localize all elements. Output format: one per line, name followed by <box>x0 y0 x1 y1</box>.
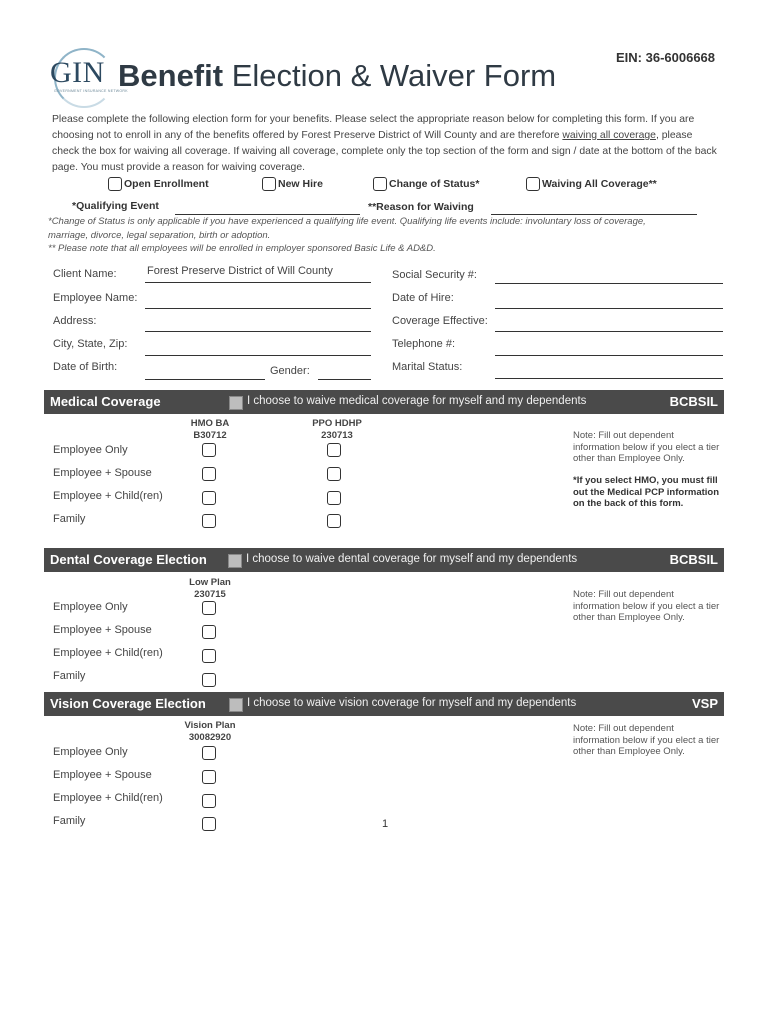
intro-paragraph <box>52 112 722 176</box>
intro-text-1: Please complete the following election form for your benefits. Please select the appropriate reason below for completing this form. If you are choosing not to enroll in any of the benefits offered by Forest Preserve District of Will County and are therefore <box>52 114 695 141</box>
telephone-field[interactable] <box>495 355 723 356</box>
client-name-value: Forest Preserve District of Will County <box>147 265 333 277</box>
plan-code: 230713 <box>321 430 353 441</box>
dob-label: Date of Birth: <box>53 361 118 373</box>
waive-dental-label: I choose to waive dental coverage for myself and my dependents <box>246 553 578 565</box>
hmo-pcp-note: *If you select HMO, you must fill out the Medical PCP information on the back of this form. <box>573 475 720 509</box>
dental-dependent-note: Note: Fill out dependent information below if you elect a tier other than Employee Only. <box>573 589 720 623</box>
section-title: Medical Coverage <box>50 394 161 409</box>
waive-vision-checkbox[interactable] <box>229 698 243 712</box>
gender-field[interactable] <box>318 379 371 380</box>
checkbox[interactable] <box>262 177 276 191</box>
tier-family: Family <box>53 670 86 682</box>
waive-dental-checkbox[interactable] <box>228 554 242 568</box>
tier-employee-children: Employee + Child(ren) <box>53 490 163 502</box>
hmo-employee-spouse-checkbox[interactable] <box>202 467 216 481</box>
ssn-label: Social Security #: <box>392 269 477 281</box>
ssn-field[interactable] <box>495 283 723 284</box>
plan-code: 230715 <box>194 589 226 600</box>
plan-name: Low Plan <box>189 577 231 588</box>
telephone-label: Telephone #: <box>392 338 455 350</box>
address-field[interactable] <box>145 331 371 332</box>
dental-section-header <box>44 548 724 572</box>
hmo-employee-only-checkbox[interactable] <box>202 443 216 457</box>
address-label: Address: <box>53 315 97 327</box>
tier-family: Family <box>53 513 86 525</box>
gender-label: Gender: <box>270 365 310 377</box>
reason-change-of-status[interactable] <box>373 177 479 191</box>
reason-new-hire[interactable] <box>262 177 323 191</box>
tier-employee-only: Employee Only <box>53 746 128 758</box>
checkbox[interactable] <box>373 177 387 191</box>
hire-date-label: Date of Hire: <box>392 292 454 304</box>
ppo-employee-spouse-checkbox[interactable] <box>327 467 341 481</box>
plan-code: B30712 <box>193 430 227 441</box>
plan-header-hmo <box>180 418 240 442</box>
dental-family-checkbox[interactable] <box>202 673 216 687</box>
plan-header-ppo <box>305 418 369 442</box>
dental-employee-only-checkbox[interactable] <box>202 601 216 615</box>
tier-family: Family <box>53 815 86 827</box>
logo-subtitle: GOVERNMENT INSURANCE NETWORK <box>54 89 128 93</box>
tier-employee-spouse: Employee + Spouse <box>53 467 152 479</box>
logo: GIN <box>50 56 105 89</box>
tier-employee-only: Employee Only <box>53 444 128 456</box>
reason-label: New Hire <box>278 178 323 190</box>
hmo-employee-children-checkbox[interactable] <box>202 491 216 505</box>
dental-employee-children-checkbox[interactable] <box>202 649 216 663</box>
checkbox[interactable] <box>108 177 122 191</box>
vision-family-checkbox[interactable] <box>202 817 216 831</box>
plan-code: 30082920 <box>188 732 232 743</box>
basic-life-note: ** Please note that all employees will be enrolled in employer sponsored Basic Life & AD&D. <box>48 243 436 254</box>
hmo-family-checkbox[interactable] <box>202 514 216 528</box>
tier-employee-spouse: Employee + Spouse <box>53 769 152 781</box>
ppo-family-checkbox[interactable] <box>327 514 341 528</box>
carrier-name: BCBSIL <box>669 552 718 567</box>
carrier-name: VSP <box>691 696 718 711</box>
reason-waiving-label: **Reason for Waiving <box>368 201 474 213</box>
vision-employee-only-checkbox[interactable] <box>202 746 216 760</box>
marital-status-label: Marital Status: <box>392 361 463 373</box>
tier-employee-only: Employee Only <box>53 601 128 613</box>
reason-label: Open Enrollment <box>124 178 209 190</box>
waive-medical-label: I choose to waive medical coverage for myself and my dependents <box>247 395 587 407</box>
city-state-zip-field[interactable] <box>145 355 371 356</box>
change-status-note-2: marriage, divorce, legal separation, birth or adoption. <box>48 230 271 241</box>
section-title: Dental Coverage Election <box>50 552 207 567</box>
plan-name: Vision Plan <box>184 720 236 731</box>
reason-label: Change of Status* <box>389 178 480 190</box>
waiving-all-coverage-link: waiving all coverage <box>562 130 656 141</box>
tier-employee-spouse: Employee + Spouse <box>53 624 152 636</box>
city-state-zip-label: City, State, Zip: <box>53 338 128 350</box>
ppo-employee-only-checkbox[interactable] <box>327 443 341 457</box>
dental-employee-spouse-checkbox[interactable] <box>202 625 216 639</box>
ppo-employee-children-checkbox[interactable] <box>327 491 341 505</box>
reason-waiving-all[interactable] <box>526 177 657 191</box>
plan-header-vision <box>175 720 245 744</box>
waive-vision-label: I choose to waive vision coverage for myself and my dependents <box>247 697 577 709</box>
page-number: 1 <box>382 818 389 830</box>
title-rest: Election & Waiver Form <box>223 58 557 93</box>
vision-dependent-note: Note: Fill out dependent information below if you elect a tier other than Employee Only. <box>573 723 720 757</box>
change-status-note-1: *Change of Status is only applicable if you have experienced a qualifying life event. Qualifying life events include: involuntary loss of coverage, <box>48 216 646 227</box>
marital-status-field[interactable] <box>495 378 723 379</box>
section-title: Vision Coverage Election <box>50 696 206 711</box>
tier-employee-children: Employee + Child(ren) <box>53 792 163 804</box>
ein-number: EIN: 36-6006668 <box>616 50 716 65</box>
reason-open-enrollment[interactable] <box>108 177 209 191</box>
plan-name: HMO BA <box>190 418 230 429</box>
vision-employee-spouse-checkbox[interactable] <box>202 770 216 784</box>
dob-field[interactable] <box>145 379 265 380</box>
checkbox[interactable] <box>526 177 540 191</box>
plan-header-dental <box>180 577 240 601</box>
plan-name: PPO HDHP <box>312 418 362 429</box>
employee-name-label: Employee Name: <box>53 292 138 304</box>
qualifying-event-label: *Qualifying Event <box>72 200 159 212</box>
client-name-label: Client Name: <box>53 268 117 280</box>
coverage-effective-field[interactable] <box>495 331 723 332</box>
medical-dependent-note: Note: Fill out dependent information below if you elect a tier other than Employee Only. <box>573 430 720 464</box>
client-name-field[interactable] <box>145 282 371 283</box>
vision-employee-children-checkbox[interactable] <box>202 794 216 808</box>
carrier-name: BCBSIL <box>669 394 718 409</box>
medical-section-header <box>44 390 724 414</box>
coverage-effective-label: Coverage Effective: <box>392 315 488 327</box>
waive-medical-checkbox[interactable] <box>229 396 243 410</box>
vision-section-header <box>44 692 724 716</box>
tier-employee-children: Employee + Child(ren) <box>53 647 163 659</box>
employee-name-field[interactable] <box>145 308 371 309</box>
reason-label: Waiving All Coverage** <box>542 178 657 190</box>
intro-text-2: , please check the box for waiving all coverage. If waiving all coverage, complete only the top section of the form and sign / date at the bottom of the back page. You must provide a reason for waiving coverage. <box>52 130 717 173</box>
page-title <box>118 58 556 94</box>
title-bold: Benefit <box>118 58 224 93</box>
hire-date-field[interactable] <box>495 308 723 309</box>
